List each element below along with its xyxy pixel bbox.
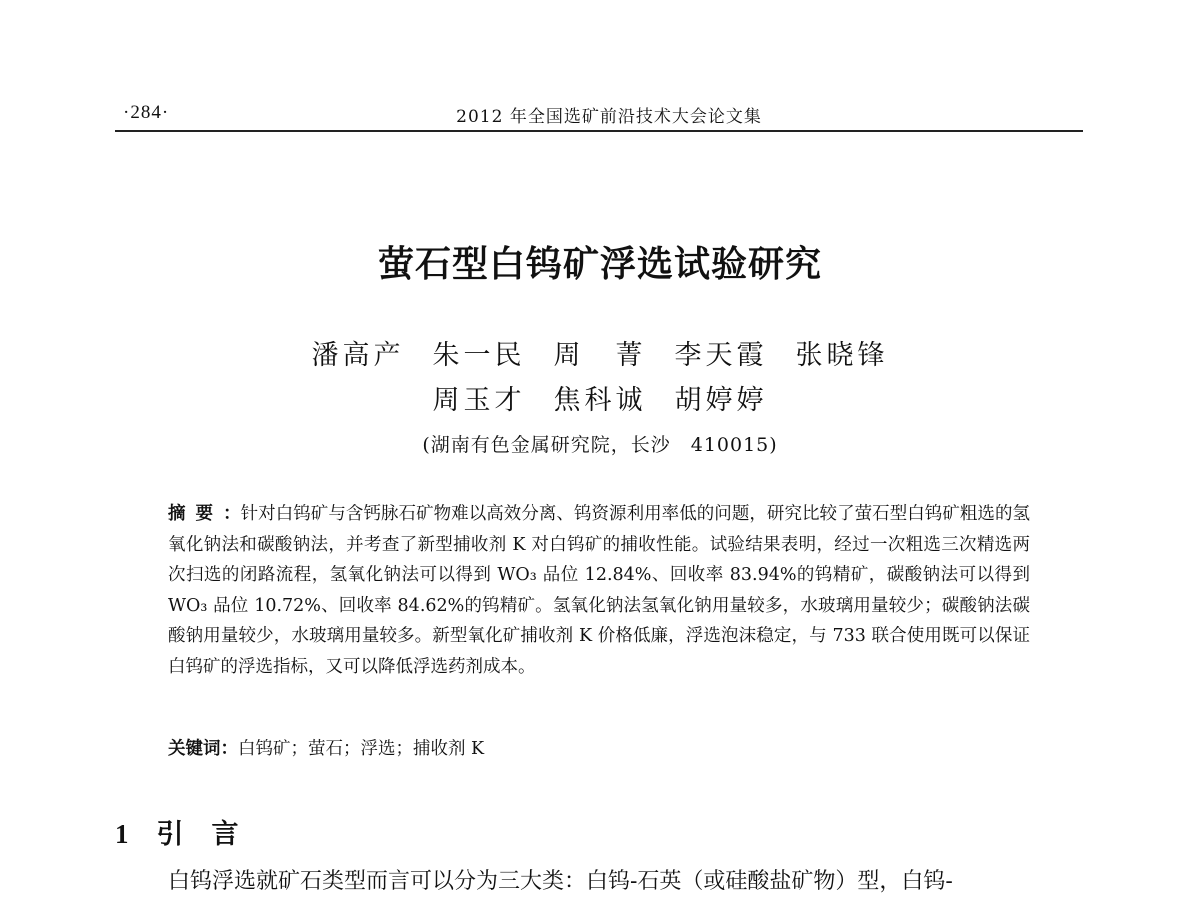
author-name: 胡婷婷 — [674, 385, 768, 416]
section-heading — [115, 812, 267, 851]
affiliation: (湖南有色金属研究院，长沙 410015) — [422, 434, 778, 456]
abstract — [168, 499, 1030, 682]
proceedings-title: 2012 年全国选矿前沿技术大会论文集 — [456, 107, 762, 127]
abstract-colon: ： — [223, 504, 241, 524]
abstract-label: 摘要 — [168, 504, 224, 524]
body-paragraph: 白钨浮选就矿石类型而言可以分为三大类：白钨-石英（或硅酸盐矿物）型，白钨- — [168, 869, 953, 894]
author-list-line-2 — [0, 378, 1200, 417]
abstract-text: 针对白钨矿与含钙脉石矿物难以高效分离、钨资源利用率低的问题，研究比较了萤石型白钨矿粗选的氢氧化钠法和碳酸钠法，并考查了新型捕收剂 K 对白钨矿的捕收性能。试验结果表明，经过一次粗选三次精选两次扫选的闭路流程，氢氧化钠法可以得到 WO₃ 品位 12.84%、回收率 83.94%的钨精矿，碳酸钠法可以得到 WO₃ 品位 10.72%、回收率 84.62%的钨精矿。氢氧化钠法氢氧化钠用量较多，水玻璃用量较少；碳酸钠法碳酸钠用量较少，水玻璃用量较多。新型氧化矿捕收剂 K 价格低廉，浮选泡沫稳定，与 733 联合使用既可以保证白钨矿的浮选指标，又可以降低浮选药剂成本。 — [168, 504, 1031, 677]
author-name: 潘高产 — [311, 340, 405, 371]
keywords-text: 白钨矿；萤石；浮选；捕收剂 K — [238, 739, 485, 759]
section-number: 1 — [115, 819, 129, 849]
author-name: 朱一民 — [432, 340, 526, 371]
author-name: 张晓锋 — [795, 340, 889, 371]
author-name: 周玉才 — [432, 385, 526, 416]
article-title: 萤石型白钨矿浮选试验研究 — [377, 243, 822, 285]
author-name: 焦科诚 — [553, 385, 647, 416]
running-header — [115, 100, 1083, 132]
author-name: 李天霞 — [674, 340, 768, 371]
author-name: 周 菁 — [553, 340, 647, 371]
author-list-line-1 — [0, 333, 1200, 372]
keywords — [168, 734, 1030, 764]
section-title: 引言 — [156, 819, 267, 850]
keywords-label: 关键词： — [168, 739, 238, 759]
page-number: ·284· — [123, 102, 170, 123]
